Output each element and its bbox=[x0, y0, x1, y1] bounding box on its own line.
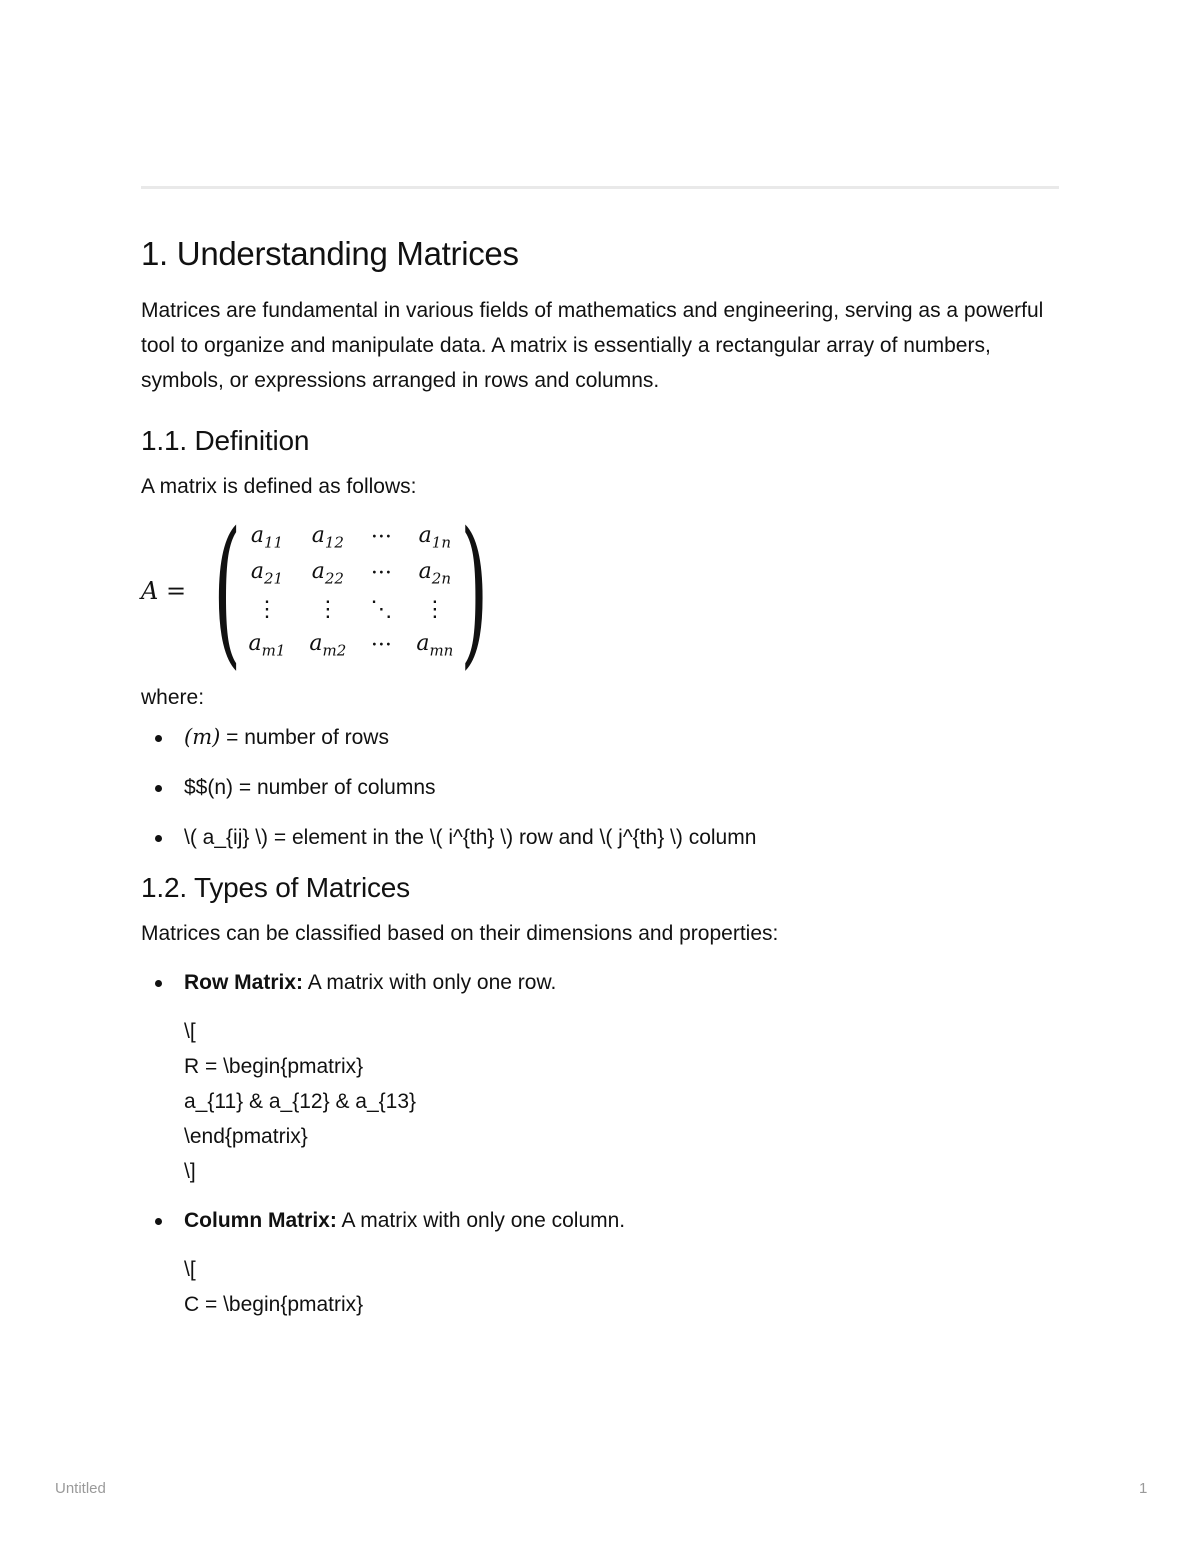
page-title: 1. Understanding Matrices bbox=[141, 235, 519, 272]
matrix-equation bbox=[141, 497, 1059, 684]
matrix-cell: $a_{12}$ bbox=[311, 522, 344, 552]
left-paren: ( bbox=[213, 497, 242, 684]
math-inline: (m) bbox=[184, 725, 221, 749]
matrix-row bbox=[237, 555, 466, 591]
list-item-row-matrix: Row Matrix: A matrix with only one row. \[ R = \begin{pmatrix} a_{11} & a_{12} & a_{13} \end{pmatrix} \] bbox=[141, 965, 1059, 1189]
matrix-row bbox=[237, 627, 466, 663]
list-item-column-matrix: Column Matrix: A matrix with only one column. \[ C = \begin{pmatrix} bbox=[141, 1203, 1059, 1322]
matrix-row bbox=[237, 519, 466, 555]
matrix-cell: ⋱ bbox=[370, 596, 393, 622]
types-list bbox=[141, 965, 1059, 1322]
matrix-cell: ··· bbox=[370, 632, 392, 658]
section-types-heading: 1.2. Types of Matrices bbox=[141, 872, 410, 903]
definition-lead: A matrix is defined as follows: bbox=[141, 475, 417, 498]
top-divider bbox=[141, 186, 1059, 189]
document-body bbox=[141, 232, 1059, 1336]
list-item: $$(n) = number of columns bbox=[141, 770, 1059, 805]
matrix-cell: ⋮ bbox=[423, 596, 446, 622]
matrix-cell: $a_{21}$ bbox=[250, 558, 284, 588]
section-definition-heading: 1.1. Definition bbox=[141, 425, 310, 456]
matrix-cell: $a_{11}$ bbox=[250, 522, 284, 552]
definition-bullets bbox=[141, 720, 1059, 855]
matrix-cell: ··· bbox=[370, 524, 392, 550]
matrix-cell: ⋮ bbox=[255, 596, 278, 622]
list-item: \( a_{ij} \) = element in the \( i^{th} \) row and \( j^{th} \) column bbox=[141, 820, 1059, 855]
footer-title: Untitled bbox=[55, 1480, 106, 1497]
where-label: where: bbox=[141, 686, 205, 709]
matrix-cell: ··· bbox=[370, 560, 392, 586]
matrix-cell: ⋮ bbox=[316, 596, 339, 622]
page-number: 1 bbox=[1139, 1480, 1148, 1497]
matrix-cell: $a_{m1}$ bbox=[248, 630, 286, 660]
matrix-cell: $a_{22}$ bbox=[311, 558, 344, 588]
matrix-row bbox=[237, 591, 466, 627]
latex-block: \[ R = \begin{pmatrix} a_{11} & a_{12} & a_{13} \end{pmatrix} \] bbox=[184, 1020, 417, 1183]
latex-block: \[ C = \begin{pmatrix} bbox=[184, 1258, 364, 1316]
matrix-cell: $a_{mn}$ bbox=[416, 630, 454, 660]
right-paren: ) bbox=[460, 497, 489, 684]
matrix-cell: $a_{1n}$ bbox=[418, 522, 451, 552]
matrix-lhs: A = bbox=[141, 577, 187, 605]
matrix-table bbox=[237, 519, 466, 663]
list-item: (m) = number of rows bbox=[141, 720, 1059, 755]
matrix-cell: $a_{2n}$ bbox=[418, 558, 451, 588]
types-lead: Matrices can be classified based on their dimensions and properties: bbox=[141, 922, 779, 945]
intro-paragraph: Matrices are fundamental in various fields of mathematics and engineering, serving as a powerful tool to organize and manipulate data. A matrix is essentially a rectangular array of numbers, symbols, or expressions arranged in rows and columns. bbox=[141, 299, 1044, 392]
matrix-cell: $a_{m2}$ bbox=[309, 630, 347, 660]
